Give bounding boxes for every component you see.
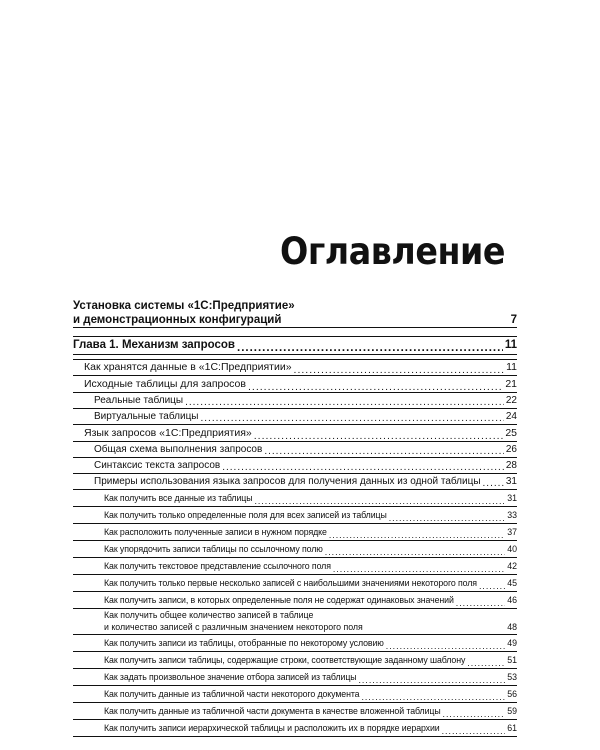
toc-divider <box>73 328 517 337</box>
toc-entry-label: Как получить только определенные поля для всех записей из таблицы <box>104 510 387 520</box>
toc-entry[interactable] <box>73 409 517 425</box>
toc-page-number: 24 <box>505 411 517 422</box>
toc-entry-label: Как получить записи из таблицы, отобранные по некоторому условию <box>104 638 384 648</box>
toc-page-number: 61 <box>507 723 517 733</box>
toc-page-number: 31 <box>505 476 517 487</box>
toc-leader <box>467 659 505 668</box>
toc-entry-label: Как получить записи, в которых определенные поля не содержат одинаковых значений <box>104 595 454 605</box>
toc-entry[interactable] <box>73 635 517 652</box>
toc-entry[interactable] <box>73 458 517 474</box>
toc-leader <box>442 727 506 736</box>
toc-leader <box>329 531 505 540</box>
toc-page-number: 33 <box>507 510 517 520</box>
toc-entry-label: Язык запросов «1С:Предприятия» <box>84 427 252 439</box>
toc-page-number: 48 <box>507 622 517 632</box>
toc-leader <box>386 642 505 651</box>
toc-entry[interactable] <box>73 442 517 458</box>
toc-entry-label: Как получить текстовое представление ссылочного поля <box>104 561 331 571</box>
toc-entry-label: Как получить только первые несколько записей с наибольшими значениями некоторого поля <box>104 578 477 588</box>
toc-entry[interactable] <box>73 425 517 442</box>
toc-entry[interactable] <box>73 669 517 686</box>
toc-page-number: 21 <box>505 378 517 390</box>
toc-leader <box>254 497 505 506</box>
toc-leader <box>479 582 505 591</box>
toc-entry[interactable] <box>73 609 517 635</box>
toc-leader <box>483 479 504 489</box>
toc-page-number: 7 <box>510 314 517 326</box>
toc-leader <box>361 693 505 702</box>
toc-entry[interactable] <box>73 703 517 720</box>
toc-entry[interactable] <box>73 652 517 669</box>
toc-entry-label: Как получить записи иерархической таблицы и расположить их в порядке иерархии <box>104 723 440 733</box>
toc-page-number: 26 <box>505 444 517 455</box>
toc-page-number: 40 <box>507 544 517 554</box>
toc-entry-label: Как расположить полученные записи в нужном порядке <box>104 527 327 537</box>
toc-page-number: 31 <box>507 493 517 503</box>
toc-entry-label: Как задать произвольное значение отбора записей из таблицы <box>104 672 357 682</box>
toc-chapter-title: Глава 1. Механизм запросов <box>73 339 235 351</box>
toc-entry-install-line1: Установка системы «1С:Предприятие» <box>73 300 295 312</box>
toc-entry-label: Как упорядочить записи таблицы по ссылочному полю <box>104 544 323 554</box>
toc-leader <box>365 622 505 634</box>
toc-entry[interactable] <box>73 474 517 490</box>
toc-leader <box>283 313 508 327</box>
toc-page-number: 22 <box>505 395 517 406</box>
toc-chapter-1[interactable] <box>73 337 517 355</box>
toc-entry-label: Примеры использования языка запросов для получения данных из одной таблицы <box>94 476 481 487</box>
toc-entry-label: Как хранятся данные в «1С:Предприятии» <box>84 361 292 373</box>
toc-entry-install[interactable] <box>73 299 517 328</box>
toc-entry-label: Виртуальные таблицы <box>94 411 199 422</box>
toc-leader <box>200 414 503 424</box>
toc-entry-label: Как получить все данные из таблицы <box>104 493 253 503</box>
toc-entry[interactable] <box>73 507 517 524</box>
toc-entry-label: Как получить данные из табличной части некоторого документа <box>104 689 360 699</box>
toc-entry[interactable] <box>73 541 517 558</box>
toc-page-number: 49 <box>507 638 517 648</box>
toc-leader <box>389 514 506 523</box>
toc-page-number: 37 <box>507 527 517 537</box>
page-title: Оглавление <box>279 230 505 273</box>
toc-entry[interactable] <box>73 592 517 609</box>
toc-entry-label-line2: и количество записей с различным значением некоторого поля <box>104 622 363 632</box>
toc-page-number: 28 <box>505 460 517 471</box>
toc-leader <box>294 365 505 376</box>
toc-entry[interactable] <box>73 490 517 507</box>
toc-leader <box>443 710 506 719</box>
toc-entry[interactable] <box>73 524 517 541</box>
toc-page-number: 11 <box>506 361 517 373</box>
toc-leader <box>222 463 504 473</box>
toc-leader <box>325 548 505 557</box>
toc-entry[interactable] <box>73 686 517 703</box>
toc-entry[interactable] <box>73 393 517 409</box>
toc-leader <box>237 343 503 355</box>
toc-page-number: 45 <box>507 578 517 588</box>
toc-page-number: 59 <box>507 706 517 716</box>
toc-entry-label: Как получить данные из табличной части документа в качестве вложенной таблицы <box>104 706 441 716</box>
toc-entry-label: Общая схема выполнения запросов <box>94 444 263 455</box>
toc-leader <box>456 599 505 608</box>
toc-entry-label: Синтаксис текста запросов <box>94 460 221 471</box>
table-of-contents <box>73 299 517 737</box>
toc-page-number: 11 <box>504 339 517 351</box>
toc-leader <box>185 398 504 408</box>
toc-page-number: 25 <box>505 427 517 439</box>
toc-entry[interactable] <box>73 376 517 393</box>
toc-entry-label-line1: Как получить общее количество записей в таблице <box>104 610 314 620</box>
toc-leader <box>264 447 504 457</box>
toc-page-number: 51 <box>507 655 517 665</box>
toc-entry[interactable] <box>73 720 517 737</box>
toc-page-number: 56 <box>507 689 517 699</box>
toc-leader <box>333 565 505 574</box>
toc-page-number: 46 <box>507 595 517 605</box>
toc-entry-install-line2: и демонстрационных конфигураций <box>73 314 282 326</box>
toc-entry[interactable] <box>73 360 517 376</box>
toc-entry-label: Как получить записи таблицы, содержащие строки, соответствующие заданному шаблону <box>104 655 466 665</box>
toc-leader <box>358 676 505 685</box>
toc-leader <box>248 382 503 393</box>
toc-page-number: 53 <box>507 672 517 682</box>
toc-entry-label: Реальные таблицы <box>94 395 184 406</box>
toc-leader <box>254 431 504 442</box>
toc-entry[interactable] <box>73 575 517 592</box>
toc-entry[interactable] <box>73 558 517 575</box>
toc-entry-label: Исходные таблицы для запросов <box>84 378 246 390</box>
toc-page-number: 42 <box>507 561 517 571</box>
